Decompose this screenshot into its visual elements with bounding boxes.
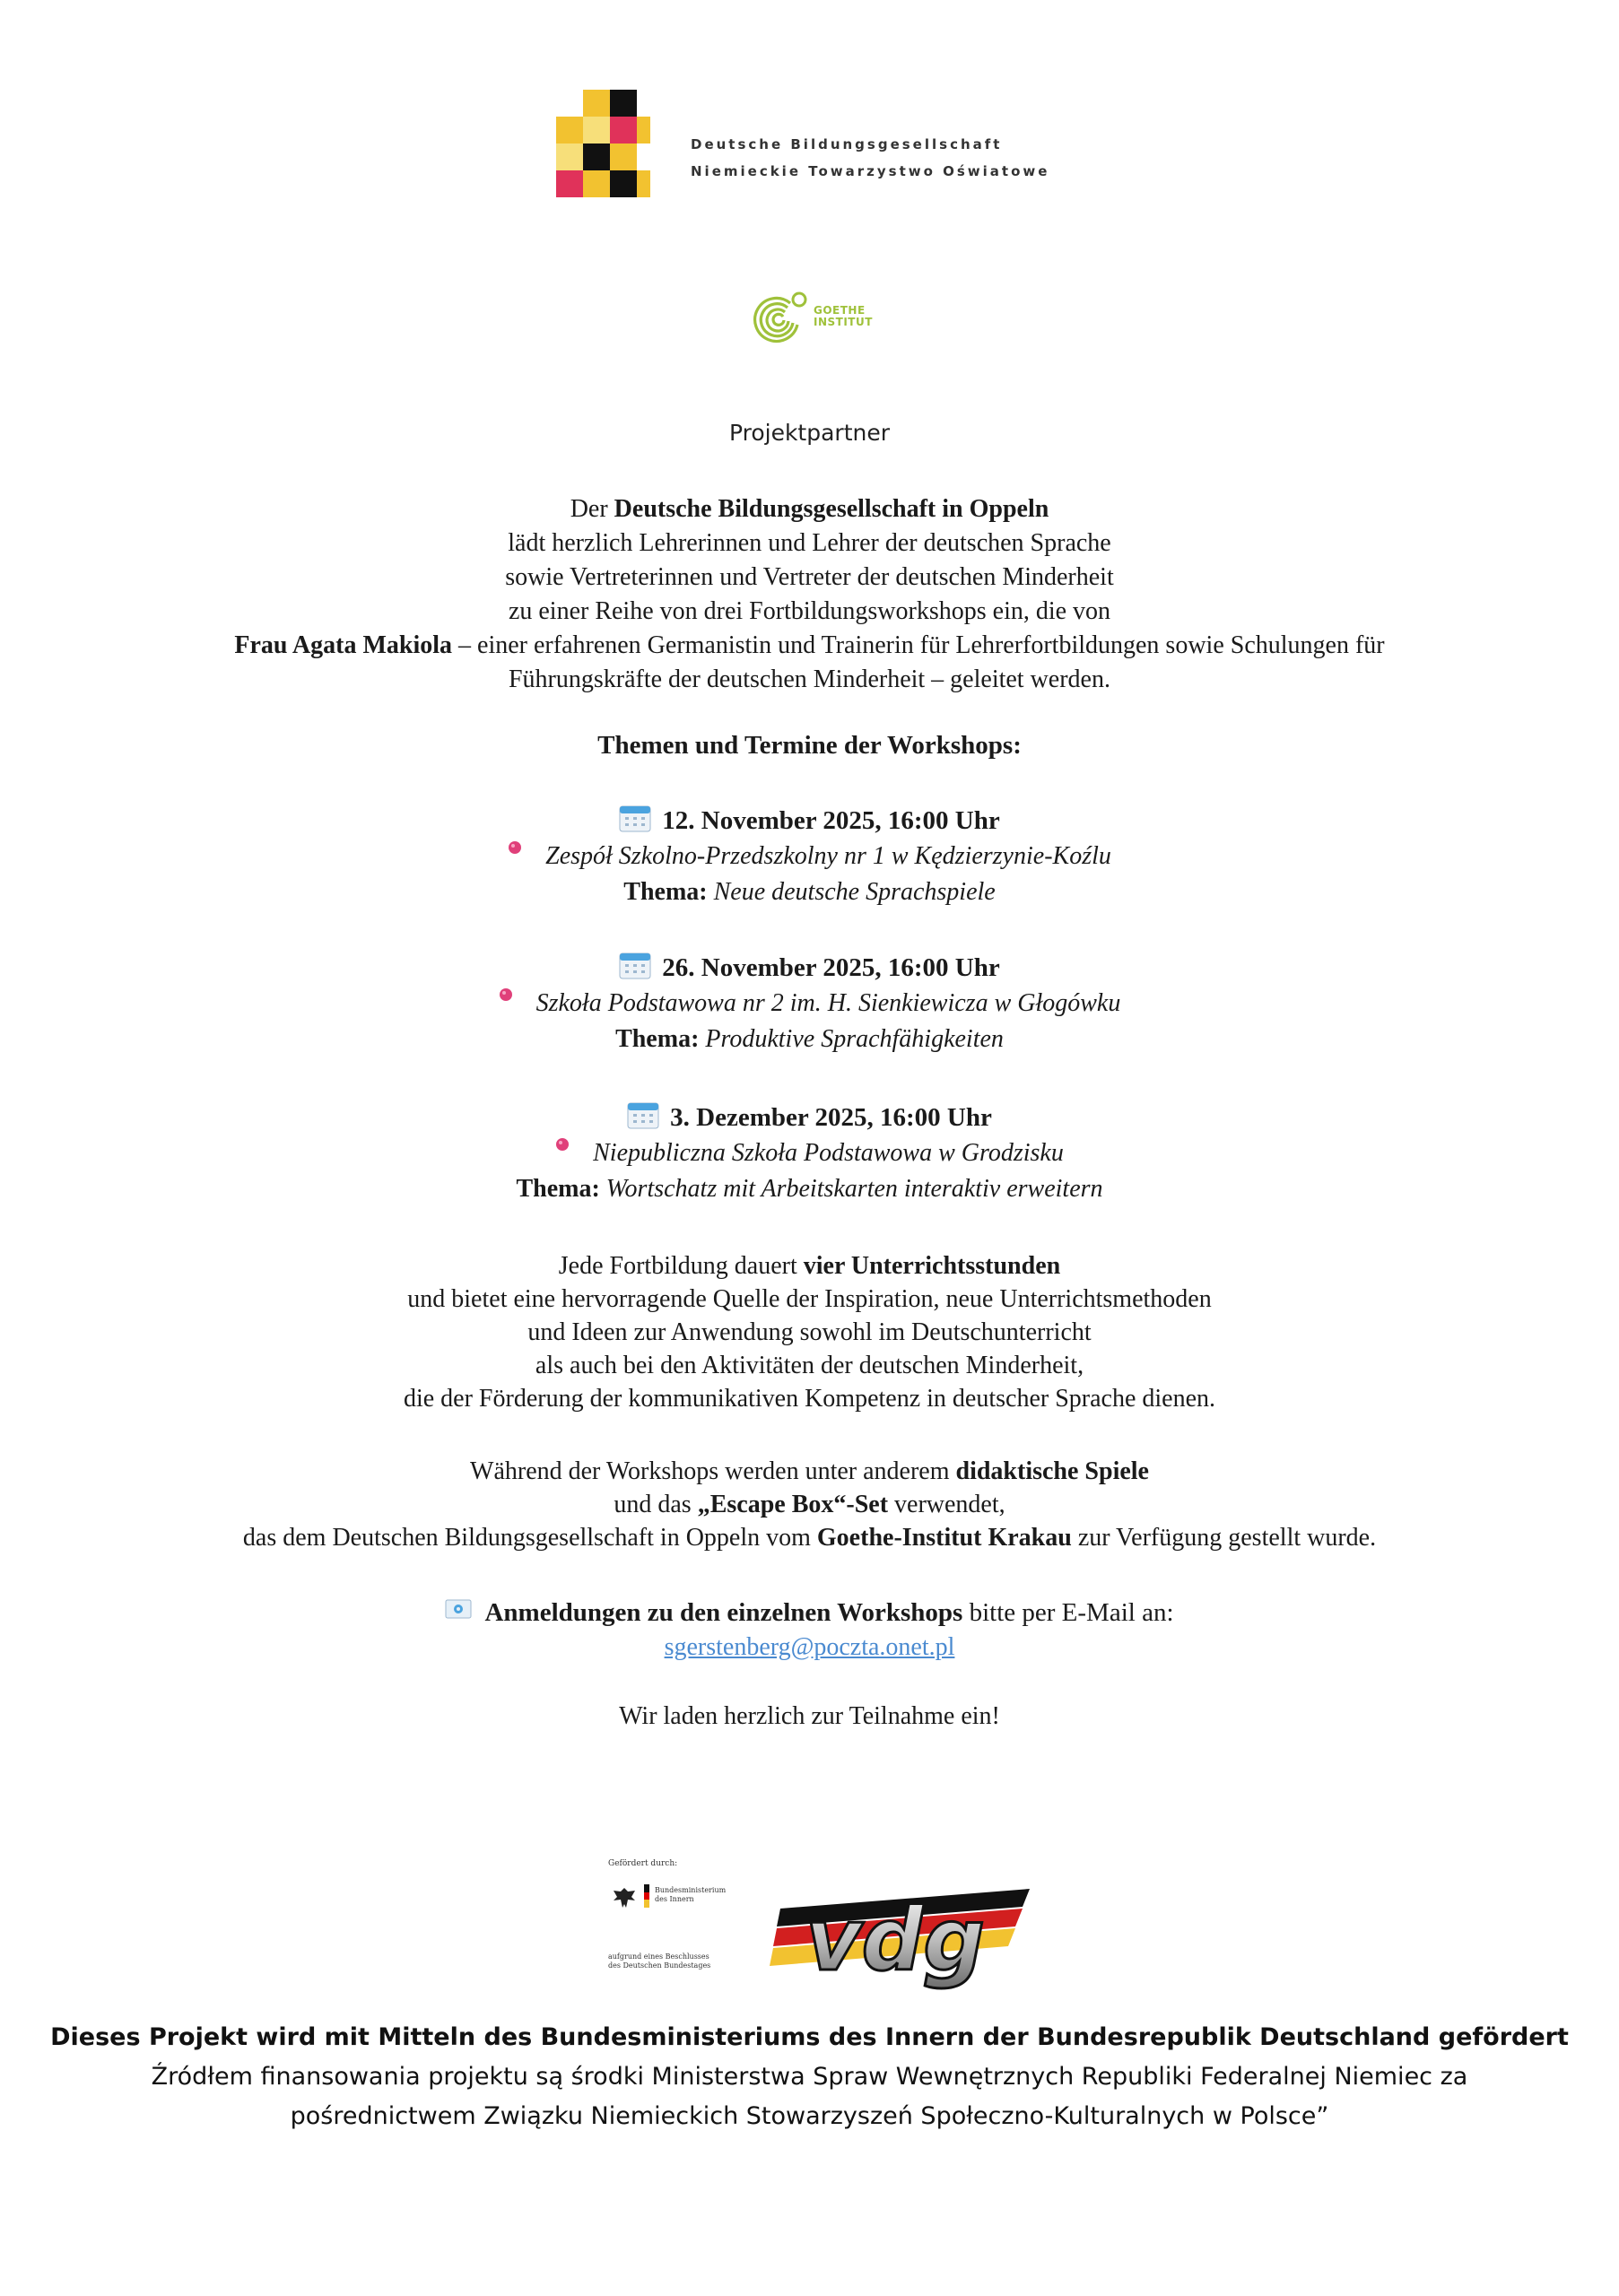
para1-line-1: Jede Fortbildung dauert vier Unterrichtsstunden <box>558 1252 1061 1280</box>
org-name-pl: Niemieckie Towarzystwo Oświatowe <box>691 163 1050 179</box>
resolution-line-1: aufgrund eines Beschlusses <box>608 1952 709 1961</box>
para1-line-5: die der Förderung der kommunikativen Kompetenz in deutscher Sprache dienen. <box>403 1385 1216 1413</box>
vdg-logo-graphic <box>770 1882 1030 1998</box>
calendar-icon <box>619 804 651 832</box>
workshop-topic: Thema: Neue deutsche Sprachspiele <box>623 878 996 906</box>
org-name-de: Deutsche Bildungsgesellschaft <box>691 136 1003 152</box>
pushpin-icon <box>499 987 513 1002</box>
intro-line-6: Führungskräfte der deutschen Minderheit – geleitet werden. <box>508 665 1110 693</box>
intro-line-1: Der Deutsche Bildungsgesellschaft in Oppeln <box>570 495 1049 523</box>
funded-by-label: Gefördert durch: <box>608 1859 678 1868</box>
workshop-date: 12. November 2025, 16:00 Uhr <box>0 803 1619 839</box>
para2-line-1: Während der Workshops werden unter anderem didaktische Spiele <box>470 1457 1149 1485</box>
footer-funding-pl-2: pośrednictwem Związku Niemieckich Stowarzyszeń Społeczno-Kulturalnych w Polsce” <box>290 2102 1329 2130</box>
registration-block <box>0 1596 1619 1665</box>
goethe-logo-text <box>814 305 873 328</box>
materials-paragraph <box>0 1455 1619 1554</box>
resolution-text <box>608 1952 710 1970</box>
intro-line-4: zu einer Reihe von drei Fortbildungsworkshops ein, die von <box>508 597 1111 625</box>
duration-paragraph <box>0 1249 1619 1415</box>
calendar-icon <box>627 1100 659 1129</box>
goethe-circle-icon <box>747 287 810 350</box>
flag-bar <box>644 1884 649 1908</box>
bmi-funding-logo <box>608 1859 761 1985</box>
intro-line-3: sowie Vertreterinnen und Vertreter der deutschen Minderheit <box>505 563 1114 591</box>
dbg-logo-mark <box>556 90 650 197</box>
pushpin-icon <box>555 1137 570 1152</box>
para2-line-2: und das „Escape Box“-Set verwendet, <box>614 1491 1005 1518</box>
workshop-place: Szkoła Podstawowa nr 2 im. H. Sienkiewicza w Głogówku <box>0 986 1619 1022</box>
project-partner-label: Projektpartner <box>728 420 891 446</box>
workshops-heading: Themen und Termine der Workshops: <box>597 731 1022 760</box>
workshop-item <box>0 950 1619 1057</box>
intro-line-2: lädt herzlich Lehrerinnen und Lehrer der deutschen Sprache <box>508 529 1111 557</box>
goethe-line1: GOETHE <box>814 304 866 317</box>
footer-funding-de: Dieses Projekt wird mit Mitteln des Bundesministeriums des Innern der Bundesrepublik Deutschland gefördert <box>50 2023 1569 2051</box>
para1-line-3: und Ideen zur Anwendung sowohl im Deutschunterricht <box>527 1318 1092 1346</box>
registration-line: Anmeldungen zu den einzelnen Workshops bitte per E-Mail an: <box>0 1596 1619 1630</box>
invitation-closing: Wir laden herzlich zur Teilnahme ein! <box>619 1702 1000 1730</box>
ministry-line-2: des Innern <box>655 1895 694 1903</box>
workshop-place: Niepubliczna Szkoła Podstawowa w Grodzisku <box>0 1135 1619 1171</box>
goethe-line2: INSTITUT <box>814 316 873 328</box>
para1-line-2: und bietet eine hervorragende Quelle der Inspiration, neue Unterrichtsmethoden <box>407 1285 1212 1313</box>
workshop-date: 3. Dezember 2025, 16:00 Uhr <box>0 1100 1619 1135</box>
pushpin-icon <box>508 840 522 855</box>
ministry-line-1: Bundesministerium <box>655 1886 727 1894</box>
envelope-icon <box>445 1599 472 1619</box>
intro-paragraph <box>0 492 1619 697</box>
workshop-topic: Thema: Wortschatz mit Arbeitskarten interaktiv erweitern <box>516 1175 1103 1203</box>
para1-line-4: als auch bei den Aktivitäten der deutschen Minderheit, <box>535 1352 1084 1379</box>
workshop-place: Zespół Szkolno-Przedszkolny nr 1 w Kędzierzynie-Koźlu <box>0 839 1619 874</box>
goethe-institut-logo <box>747 287 900 352</box>
dbg-logo <box>556 90 1543 197</box>
ministry-name <box>655 1886 726 1904</box>
workshop-item <box>0 1100 1619 1207</box>
footer-funding-pl-1: Źródłem finansowania projektu są środki Ministerstwa Spraw Wewnętrznych Republiki Federalnej Niemiec za <box>151 2063 1468 2091</box>
workshop-item <box>0 803 1619 910</box>
para2-line-3: das dem Deutschen Bildungsgesellschaft in Oppeln vom Goethe-Institut Krakau zur Verfügung gestellt wurde. <box>242 1524 1377 1552</box>
calendar-icon <box>619 951 651 979</box>
dbg-logo-text <box>691 131 1049 185</box>
intro-line-5: Frau Agata Makiola – einer erfahrenen Germanistin und Trainerin für Lehrerfortbildungen sowie Schulungen für <box>234 631 1385 659</box>
eagle-icon <box>612 1886 637 1909</box>
workshop-date: 26. November 2025, 16:00 Uhr <box>0 950 1619 986</box>
vdg-letters: vdg <box>805 1890 986 1990</box>
email-link[interactable]: sgerstenberg@poczta.onet.pl <box>664 1633 955 1661</box>
workshop-topic: Thema: Produktive Sprachfähigkeiten <box>615 1025 1004 1053</box>
resolution-line-2: des Deutschen Bundestages <box>608 1961 711 1970</box>
vdg-logo <box>770 1882 1030 1998</box>
